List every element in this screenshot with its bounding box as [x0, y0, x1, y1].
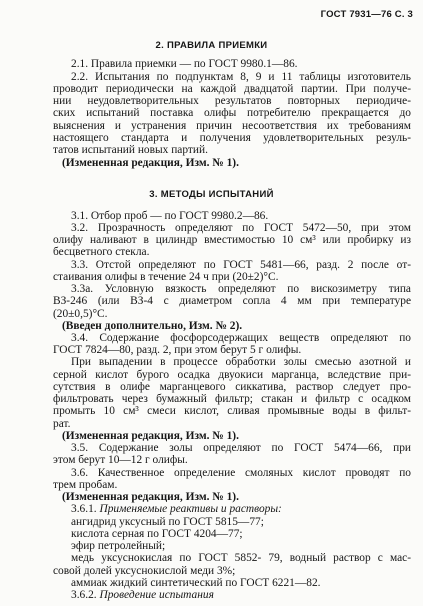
text-line: 3.4. Содержание фосфорсодержащих веществ определяют по — [71, 332, 411, 344]
text-line: совой долей уксуснокислой меди 3%; — [53, 565, 236, 577]
text-line: фильтровать через бумажный фильтр; стакан и фильтр с осадком — [53, 393, 411, 405]
section-heading: 2. ПРАВИЛА ПРИЕМКИ — [155, 40, 268, 51]
text-line: кислота серная по ГОСТ 4204—77; — [71, 528, 243, 540]
text-line: промыть 10 см³ смеси кислот, сливая промывные воды в фильт- — [53, 405, 411, 417]
amendment-note: (Введен дополнительно, Изм. № 2). — [62, 320, 243, 332]
text-line: 3.5. Содержание золы определяют по ГОСТ 5474—66, при — [71, 442, 411, 454]
italic-caption: Проведение испытания — [99, 589, 214, 601]
text-line: серной кислот бурого осадка двуокиси марганца, вследствие при- — [53, 369, 411, 381]
text-line: рат. — [53, 418, 71, 430]
section-heading: 3. МЕТОДЫ ИСПЫТАНИЙ — [149, 189, 274, 200]
text-line: 3.6.1. Применяемые реактивы и растворы: — [71, 503, 282, 515]
text-line: олифу наливают в цилиндр вместимостью 10 см³ или пробирку из — [53, 234, 411, 246]
text-line: проводит периодически на каждой двадцатой партии. При получе- — [53, 83, 411, 95]
text-line: 3.3а. Условную вязкость определяют по вискозиметру типа — [71, 283, 411, 295]
text-line: выяснения и устранения причин несоответствия их требованиям — [53, 120, 411, 132]
text-line: медь уксуснокислая по ГОСТ 5852- 79, водный раствор с мас- — [71, 552, 411, 564]
text-line: нии неудовлетворительных результатов повторных периодиче- — [53, 95, 411, 107]
text-line: 3.6. Качественное определение смоляных кислот проводят по — [71, 467, 411, 479]
text-line: татов испытаний новых партий. — [53, 144, 208, 156]
amendment-note: (Измененная редакция, Изм. № 1). — [62, 157, 239, 169]
text-line: аммиак жидкий синтетический по ГОСТ 6221—82. — [71, 577, 321, 589]
text-line: 3.3. Отстой определяют по ГОСТ 5481—66, разд. 2 после от- — [71, 259, 411, 271]
amendment-note: (Измененная редакция, Изм. № 1). — [62, 430, 239, 442]
text-line: ских испытаний поставка олифы потребителю прекращается до — [53, 107, 411, 119]
text-line: бесцветного стекла. — [53, 246, 150, 258]
text-line: 2.2. Испытания по подпунктам 8, 9 и 11 таблицы изготовитель — [71, 71, 411, 83]
text-line: При выпадении в процессе обработки золы смесью азотной и — [71, 356, 411, 368]
text-line: сутствия в олифе марганцевого сиккатива, раствор следует про- — [53, 381, 411, 393]
text-line: 3.6.2. Проведение испытания — [71, 589, 214, 601]
text-line: трем пробам. — [53, 479, 118, 491]
text-line: (20±0,5)°С. — [53, 308, 108, 320]
text-line: эфир петролейный; — [71, 540, 166, 552]
text-line: настоящего стандарта и получения удовлетворительных резуль- — [53, 132, 411, 144]
text-line: 3.2. Прозрачность определяют по ГОСТ 5472—50, при этом — [71, 222, 411, 234]
text-line: 2.1. Правила приемки — по ГОСТ 9980.1—86. — [71, 58, 298, 70]
text-line: ГОСТ 7824—80, разд. 2, при этом берут 5 г олифы. — [53, 344, 302, 356]
page-header: ГОСТ 7931—76 С. 3 — [320, 9, 413, 20]
amendment-note: (Измененная редакция, Изм. № 1). — [62, 491, 239, 503]
text-line: стаивания олифы в течение 24 ч при (20±2)°С. — [53, 271, 279, 283]
text-line: ВЗ-246 (или ВЗ-4 с диаметром сопла 4 мм при температуре — [53, 295, 411, 307]
italic-caption: Применяемые реактивы и растворы: — [99, 503, 282, 515]
text-line: 3.1. Отбор проб — по ГОСТ 9980.2—86. — [71, 210, 269, 222]
text-line: этом берут 10—12 г олифы. — [53, 454, 188, 466]
text-line: ангидрид уксусный по ГОСТ 5815—77; — [71, 516, 264, 528]
